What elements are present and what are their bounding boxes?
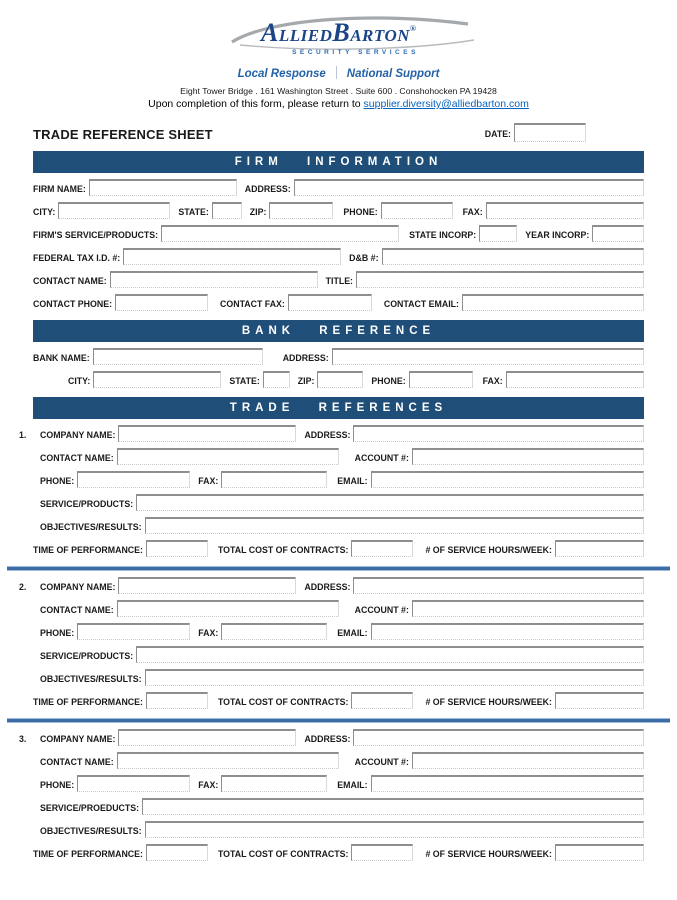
ref1-account-number-input[interactable]	[412, 448, 644, 465]
ref2-objectives-results-label: OBJECTIVES/RESULTS:	[40, 674, 142, 684]
ref3-fax-label: FAX:	[198, 780, 219, 790]
firm-fax-label: FAX:	[462, 207, 483, 217]
ref2-email-label: EMAIL:	[337, 628, 368, 638]
bank-state-input[interactable]	[263, 371, 290, 388]
ref2-row-contact-account	[33, 600, 644, 617]
ref2-contact-name-input[interactable]	[117, 600, 339, 617]
ref3-service-hours-input[interactable]	[555, 844, 644, 861]
registered-mark: ®	[410, 24, 416, 33]
ref2-company-name-label: COMPANY NAME:	[40, 582, 116, 592]
page-title: TRADE REFERENCE SHEET	[33, 127, 213, 142]
contact-fax-input[interactable]	[288, 294, 372, 311]
contact-email-label: CONTACT EMAIL:	[383, 299, 459, 309]
firm-contact-name-input[interactable]	[110, 271, 318, 288]
state-incorp-label: STATE INCORP:	[409, 230, 477, 240]
ref2-fax-input[interactable]	[221, 623, 327, 640]
bank-name-label: BANK NAME:	[33, 353, 90, 363]
ref1-row-objectives	[33, 517, 644, 534]
ref1-row-service	[33, 494, 644, 511]
bank-address-input[interactable]	[332, 348, 644, 365]
ref2-email-input[interactable]	[371, 623, 644, 640]
ref3-total-cost-label: TOTAL COST OF CONTRACTS:	[217, 849, 349, 859]
db-number-label: D&B #:	[349, 253, 379, 263]
ref1-service-products-label: SERVICE/PRODUCTS:	[40, 499, 134, 509]
reference-divider-1	[7, 566, 670, 571]
date-label: DATE:	[484, 129, 511, 139]
ref1-fax-input[interactable]	[221, 471, 327, 488]
firm-row-city-state	[33, 202, 644, 219]
firm-service-products-input[interactable]	[161, 225, 399, 242]
federal-tax-id-input[interactable]	[123, 248, 341, 265]
ref3-address-label: ADDRESS:	[304, 734, 351, 744]
ref2-service-products-label: SERVICE/PRODUCTS:	[40, 651, 134, 661]
firm-zip-input[interactable]	[269, 202, 333, 219]
contact-email-input[interactable]	[462, 294, 644, 311]
ref1-row-phone-fax-email	[33, 471, 644, 488]
firm-contact-name-label: CONTACT NAME:	[33, 276, 107, 286]
ref1-company-name-label: COMPANY NAME:	[40, 430, 116, 440]
alliedbarton-logo	[258, 14, 419, 56]
bank-zip-label: ZIP:	[297, 376, 315, 386]
ref3-total-cost-input[interactable]	[351, 844, 413, 861]
firm-information-section-bar: FIRM INFORMATION	[33, 151, 644, 173]
contact-title-label: TITLE:	[325, 276, 353, 286]
firm-address-input[interactable]	[294, 179, 644, 196]
ref1-time-of-performance-label: TIME OF PERFORMANCE:	[33, 545, 143, 555]
ref1-address-input[interactable]	[353, 425, 644, 442]
firm-service-products-label: FIRM'S SERVICE/PRODUCTS:	[33, 230, 159, 240]
ref3-account-number-label: ACCOUNT #:	[354, 757, 409, 767]
db-number-input[interactable]	[382, 248, 645, 265]
bank-phone-label: PHONE:	[371, 376, 406, 386]
ref1-email-input[interactable]	[371, 471, 644, 488]
firm-row-contact-title	[33, 271, 644, 288]
bank-city-input[interactable]	[93, 371, 221, 388]
slogan-local-response: Local Response	[237, 68, 326, 80]
bank-row-name-address	[33, 348, 644, 365]
ref1-objectives-results-label: OBJECTIVES/RESULTS:	[40, 522, 142, 532]
ref1-time-of-performance-input[interactable]	[146, 540, 208, 557]
firm-state-input[interactable]	[212, 202, 242, 219]
contact-phone-input[interactable]	[115, 294, 208, 311]
ref2-row-objectives	[33, 669, 644, 686]
ref3-email-label: EMAIL:	[337, 780, 368, 790]
ref1-fax-label: FAX:	[198, 476, 219, 486]
ref1-service-products-input[interactable]	[136, 494, 644, 511]
ref1-service-hours-input[interactable]	[555, 540, 644, 557]
firm-city-input[interactable]	[58, 202, 170, 219]
bank-fax-label: FAX:	[482, 376, 503, 386]
ref3-contact-name-input[interactable]	[117, 752, 339, 769]
ref3-service-hours-label: # OF SERVICE HOURS/WEEK:	[425, 849, 552, 859]
year-incorp-input[interactable]	[592, 225, 644, 242]
ref1-email-label: EMAIL:	[337, 476, 368, 486]
ref1-contact-name-label: CONTACT NAME:	[40, 453, 114, 463]
return-email-link[interactable]: supplier.diversity@alliedbarton.com	[363, 98, 529, 110]
date-input[interactable]	[514, 123, 586, 142]
ref2-objectives-results-input[interactable]	[145, 669, 644, 686]
ref2-address-input[interactable]	[353, 577, 644, 594]
ref2-fax-label: FAX:	[198, 628, 219, 638]
company-address-line: Eight Tower Bridge . 161 Washington Street . Suite 600 . Conshohocken PA 19428	[180, 86, 497, 96]
ref3-row-phone-fax-email	[33, 775, 644, 792]
ref1-total-cost-input[interactable]	[351, 540, 413, 557]
ref3-service-products-input[interactable]	[142, 798, 644, 815]
ref3-objectives-results-input[interactable]	[145, 821, 644, 838]
contact-title-input[interactable]	[356, 271, 644, 288]
ref3-row-contact-account	[33, 752, 644, 769]
bank-fax-input[interactable]	[506, 371, 644, 388]
ref2-row-phone-fax-email	[33, 623, 644, 640]
bank-city-label: CITY:	[68, 376, 91, 386]
ref3-row-company-address	[19, 729, 644, 746]
ref3-company-name-input[interactable]	[118, 729, 296, 746]
slogan-divider	[336, 66, 337, 79]
bank-state-label: STATE:	[229, 376, 260, 386]
ref2-row-performance	[33, 692, 644, 709]
ref1-total-cost-label: TOTAL COST OF CONTRACTS:	[217, 545, 349, 555]
firm-row-name-address	[33, 179, 644, 196]
return-instruction-line	[33, 98, 644, 110]
firm-row-contact-phone-fax-email	[33, 294, 644, 311]
ref2-phone-label: PHONE:	[40, 628, 75, 638]
form-header	[33, 14, 644, 110]
ref2-service-hours-input[interactable]	[555, 692, 644, 709]
ref3-number: 3.	[19, 734, 27, 744]
ref3-time-of-performance-label: TIME OF PERFORMANCE:	[33, 849, 143, 859]
firm-row-services-incorp	[33, 225, 644, 242]
ref1-address-label: ADDRESS:	[304, 430, 351, 440]
bank-row-city-state	[33, 371, 644, 388]
ref3-email-input[interactable]	[371, 775, 644, 792]
ref1-row-contact-account	[33, 448, 644, 465]
firm-name-input[interactable]	[89, 179, 237, 196]
reference-divider-2	[7, 718, 670, 723]
ref2-account-number-input[interactable]	[412, 600, 644, 617]
ref3-row-service	[33, 798, 644, 815]
firm-name-label: FIRM NAME:	[33, 184, 86, 194]
trade-references-section-bar: TRADE REFERENCES	[33, 397, 644, 419]
bank-phone-input[interactable]	[409, 371, 473, 388]
ref3-company-name-label: COMPANY NAME:	[40, 734, 116, 744]
ref3-phone-input[interactable]	[77, 775, 190, 792]
ref2-account-number-label: ACCOUNT #:	[354, 605, 409, 615]
ref1-account-number-label: ACCOUNT #:	[354, 453, 409, 463]
ref1-company-name-input[interactable]	[118, 425, 296, 442]
slogan-line	[33, 66, 644, 80]
ref3-address-input[interactable]	[353, 729, 644, 746]
bank-name-input[interactable]	[93, 348, 263, 365]
ref3-row-objectives	[33, 821, 644, 838]
ref2-time-of-performance-label: TIME OF PERFORMANCE:	[33, 697, 143, 707]
ref3-fax-input[interactable]	[221, 775, 327, 792]
ref1-phone-input[interactable]	[77, 471, 190, 488]
ref1-number: 1.	[19, 430, 27, 440]
ref3-service-products-label: SERVICE/PROEDUCTS:	[40, 803, 140, 813]
ref2-time-of-performance-input[interactable]	[146, 692, 208, 709]
slogan-national-support: National Support	[346, 68, 440, 80]
ref3-objectives-results-label: OBJECTIVES/RESULTS:	[40, 826, 142, 836]
ref2-phone-input[interactable]	[77, 623, 190, 640]
ref3-time-of-performance-input[interactable]	[146, 844, 208, 861]
title-row	[33, 123, 644, 142]
ref2-total-cost-label: TOTAL COST OF CONTRACTS:	[217, 697, 349, 707]
logo-wordmark	[258, 16, 419, 50]
ref3-contact-name-label: CONTACT NAME:	[40, 757, 114, 767]
state-incorp-input[interactable]	[479, 225, 517, 242]
ref2-company-name-input[interactable]	[118, 577, 296, 594]
ref1-contact-name-input[interactable]	[117, 448, 339, 465]
logo-word-allied: ALLIED	[261, 18, 333, 47]
firm-row-taxid-db	[33, 248, 644, 265]
firm-zip-label: ZIP:	[249, 207, 267, 217]
firm-state-label: STATE:	[178, 207, 209, 217]
date-group	[485, 123, 586, 142]
ref1-service-hours-label: # OF SERVICE HOURS/WEEK:	[425, 545, 552, 555]
firm-address-label: ADDRESS:	[244, 184, 291, 194]
ref3-row-performance	[33, 844, 644, 861]
ref3-phone-label: PHONE:	[40, 780, 75, 790]
ref2-total-cost-input[interactable]	[351, 692, 413, 709]
federal-tax-id-label: FEDERAL TAX I.D. #:	[33, 253, 121, 263]
bank-reference-section-bar: BANK REFERENCE	[33, 320, 644, 342]
ref2-number: 2.	[19, 582, 27, 592]
ref1-phone-label: PHONE:	[40, 476, 75, 486]
contact-fax-label: CONTACT FAX:	[220, 299, 285, 309]
ref2-address-label: ADDRESS:	[304, 582, 351, 592]
ref2-row-service	[33, 646, 644, 663]
ref3-account-number-input[interactable]	[412, 752, 644, 769]
return-instruction-text: Upon completion of this form, please return to	[148, 98, 364, 110]
ref2-service-products-input[interactable]	[136, 646, 644, 663]
ref2-row-company-address	[19, 577, 644, 594]
firm-fax-input[interactable]	[486, 202, 644, 219]
ref1-objectives-results-input[interactable]	[145, 517, 644, 534]
firm-city-label: CITY:	[33, 207, 56, 217]
contact-phone-label: CONTACT PHONE:	[33, 299, 113, 309]
logo-tagline: SECURITY SERVICES	[292, 49, 419, 56]
bank-address-label: ADDRESS:	[282, 353, 329, 363]
ref1-row-performance	[33, 540, 644, 557]
ref2-service-hours-label: # OF SERVICE HOURS/WEEK:	[425, 697, 552, 707]
firm-phone-label: PHONE:	[343, 207, 378, 217]
logo-word-barton: BARTON	[332, 18, 410, 47]
firm-phone-input[interactable]	[381, 202, 453, 219]
ref2-contact-name-label: CONTACT NAME:	[40, 605, 114, 615]
bank-zip-input[interactable]	[317, 371, 363, 388]
year-incorp-label: YEAR INCORP:	[525, 230, 590, 240]
ref1-row-company-address	[19, 425, 644, 442]
